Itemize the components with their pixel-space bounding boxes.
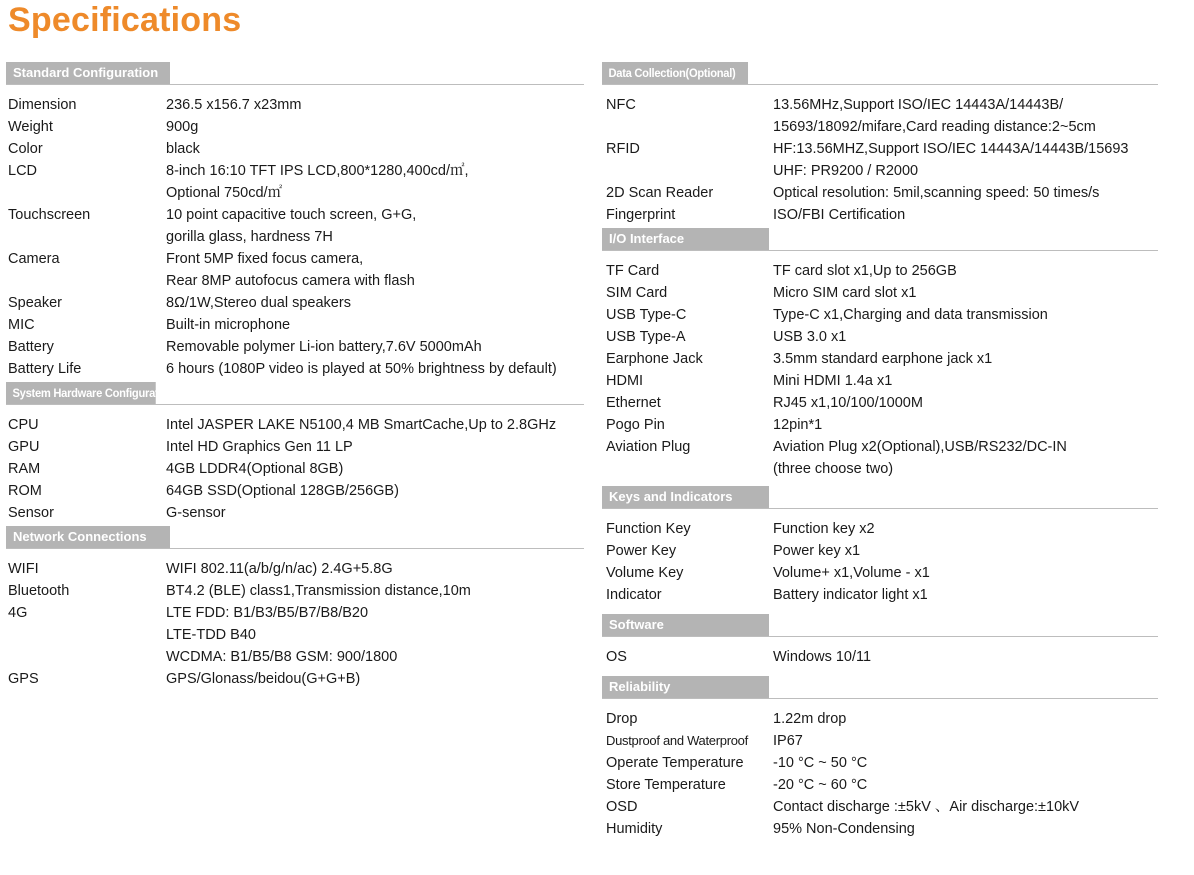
spec-value: Built-in microphone [166, 317, 291, 333]
spec-row-2d-scan-reader [602, 182, 1158, 204]
spec-values [773, 392, 1158, 414]
spec-value: 12pin*1 [773, 417, 823, 433]
spec-value: LTE-TDD B40 [166, 627, 256, 643]
spec-value: 1.22m drop [773, 711, 847, 727]
spec-row-battery-life [6, 358, 584, 380]
spec-row-indicator [602, 584, 1158, 606]
spec-row-bluetooth [6, 580, 584, 602]
spec-value: Removable polymer Li-ion battery,7.6V 5000mAh [166, 339, 482, 355]
spec-values [773, 752, 1158, 774]
spec-row-4g [6, 602, 584, 668]
spec-row-sensor [6, 502, 584, 524]
spec-value: Intel HD Graphics Gen 11 LP [166, 439, 353, 455]
spec-values [773, 260, 1158, 282]
spec-values [773, 796, 1158, 818]
spec-values [166, 160, 584, 204]
spec-value: G-sensor [166, 505, 226, 521]
section-software [602, 612, 1158, 668]
spec-value: Front 5MP fixed focus camera, [166, 251, 364, 267]
spec-value: 10 point capacitive touch screen, G+G, [166, 207, 417, 223]
spec-row-operate-temperature [602, 752, 1158, 774]
section-i-o-interface [602, 226, 1158, 480]
spec-row-gpu [6, 436, 584, 458]
spec-label: ROM [8, 483, 42, 499]
page-title: Specifications [8, 1, 242, 39]
section-header [6, 60, 584, 85]
spec-value: USB 3.0 x1 [773, 329, 847, 345]
spec-label: LCD [8, 163, 38, 179]
left-column [6, 60, 584, 690]
spec-values [773, 94, 1158, 138]
spec-values [773, 282, 1158, 304]
spec-value: ISO/FBI Certification [773, 207, 906, 223]
section-title: System Hardware Configuration [6, 382, 156, 404]
spec-label: Dustproof and Waterproof [606, 733, 748, 748]
spec-label: TF Card [606, 263, 660, 279]
spec-row-rfid [602, 138, 1158, 182]
spec-row-color [6, 138, 584, 160]
spec-row-earphone-jack [602, 348, 1158, 370]
spec-value: -10 °C ~ 50 °C [773, 755, 868, 771]
spec-label: HDMI [606, 373, 644, 389]
spec-label: GPU [8, 439, 40, 455]
spec-row-function-key [602, 518, 1158, 540]
right-column [602, 60, 1158, 840]
spec-value: 3.5mm standard earphone jack x1 [773, 351, 993, 367]
spec-row-fingerprint [602, 204, 1158, 226]
section-title: Data Collection(Optional) [602, 62, 748, 84]
spec-values [166, 558, 584, 580]
spec-values [773, 818, 1158, 840]
spec-row-nfc [602, 94, 1158, 138]
spec-value: Intel JASPER LAKE N5100,4 MB SmartCache,Up to 2.8GHz [166, 417, 557, 433]
spec-label: Store Temperature [606, 777, 726, 793]
section-header [6, 524, 584, 549]
spec-row-volume-key [602, 562, 1158, 584]
spec-row-store-temperature [602, 774, 1158, 796]
spec-label: Operate Temperature [606, 755, 744, 771]
spec-label: NFC [606, 97, 636, 113]
spec-label: Battery Life [8, 361, 82, 377]
spec-label: SIM Card [606, 285, 668, 301]
spec-row-dimension [6, 94, 584, 116]
spec-value: Power key x1 [773, 543, 861, 559]
spec-value: WCDMA: B1/B5/B8 GSM: 900/1800 [166, 649, 398, 665]
spec-row-wifi [6, 558, 584, 580]
spec-label: Ethernet [606, 395, 661, 411]
spec-value: Micro SIM card slot x1 [773, 285, 917, 301]
spec-row-ram [6, 458, 584, 480]
spec-label: USB Type-C [606, 307, 687, 323]
section-title: Reliability [602, 676, 769, 698]
section-data-collection-optional [602, 60, 1158, 226]
spec-value: 13.56MHz,Support ISO/IEC 14443A/14443B/ [773, 97, 1064, 113]
spec-values [773, 370, 1158, 392]
spec-value: Windows 10/11 [773, 649, 872, 665]
spec-values [773, 774, 1158, 796]
spec-values [166, 314, 584, 336]
spec-value: 8Ω/1W,Stereo dual speakers [166, 295, 351, 311]
spec-values [166, 458, 584, 480]
spec-value: UHF: PR9200 / R2000 [773, 163, 919, 179]
spec-value: 236.5 x156.7 x23mm [166, 97, 302, 113]
spec-values [166, 358, 584, 380]
spec-row-tf-card [602, 260, 1158, 282]
spec-label: Sensor [8, 505, 54, 521]
spec-row-ethernet [602, 392, 1158, 414]
spec-row-touchscreen [6, 204, 584, 248]
spec-values [773, 414, 1158, 436]
spec-label: Earphone Jack [606, 351, 703, 367]
spec-value: Type-C x1,Charging and data transmission [773, 307, 1048, 323]
spec-values [166, 602, 584, 668]
spec-label: RFID [606, 141, 640, 157]
section-network-connections [6, 524, 584, 690]
spec-row-humidity [602, 818, 1158, 840]
spec-value: 900g [166, 119, 199, 135]
spec-values [166, 248, 584, 292]
spec-row-camera [6, 248, 584, 292]
spec-label: Battery [8, 339, 54, 355]
section-system-hardware-configuration [6, 380, 584, 524]
spec-value: Contact discharge :±5kV 、Air discharge:±10kV [773, 799, 1080, 815]
spec-values [773, 584, 1158, 606]
spec-value: GPS/Glonass/beidou(G+G+B) [166, 671, 361, 687]
spec-values [166, 580, 584, 602]
spec-value: -20 °C ~ 60 °C [773, 777, 868, 793]
spec-row-pogo-pin [602, 414, 1158, 436]
spec-label: RAM [8, 461, 41, 477]
spec-value: BT4.2 (BLE) class1,Transmission distance,10m [166, 583, 471, 599]
section-title: Software [602, 614, 769, 636]
spec-row-aviation-plug [602, 436, 1158, 480]
spec-values [166, 292, 584, 314]
spec-label: Volume Key [606, 565, 684, 581]
section-title: Standard Configuration [6, 62, 170, 84]
section-header [602, 484, 1158, 509]
spec-label: 4G [8, 605, 28, 621]
spec-values [773, 204, 1158, 226]
section-header [6, 380, 584, 405]
spec-values [773, 518, 1158, 540]
spec-value: black [166, 141, 200, 157]
spec-row-weight [6, 116, 584, 138]
spec-values [773, 540, 1158, 562]
spec-value: HF:13.56MHZ,Support ISO/IEC 14443A/14443B/15693 [773, 141, 1129, 157]
spec-label: Power Key [606, 543, 677, 559]
spec-values [166, 94, 584, 116]
spec-row-gps [6, 668, 584, 690]
spec-label: Pogo Pin [606, 417, 665, 433]
spec-row-osd [602, 796, 1158, 818]
spec-label: USB Type-A [606, 329, 686, 345]
spec-row-usb-type-c [602, 304, 1158, 326]
spec-value: 15693/18092/mifare,Card reading distance:2~5cm [773, 119, 1096, 135]
spec-label: Bluetooth [8, 583, 70, 599]
spec-values [773, 326, 1158, 348]
spec-values [166, 204, 584, 248]
spec-row-drop [602, 708, 1158, 730]
spec-label: Camera [8, 251, 60, 267]
spec-row-speaker [6, 292, 584, 314]
spec-values [166, 336, 584, 358]
section-title: I/O Interface [602, 228, 769, 250]
spec-row-mic [6, 314, 584, 336]
spec-label: Function Key [606, 521, 691, 537]
spec-row-dustproof-and-waterproof [602, 730, 1158, 752]
spec-value: Volume+ x1,Volume - x1 [773, 565, 930, 581]
section-header [602, 674, 1158, 699]
spec-value: LTE FDD: B1/B3/B5/B7/B8/B20 [166, 605, 369, 621]
spec-label: Color [8, 141, 43, 157]
spec-label: Indicator [606, 587, 662, 603]
spec-value: 4GB LDDR4(Optional 8GB) [166, 461, 344, 477]
spec-row-battery [6, 336, 584, 358]
spec-label: Dimension [8, 97, 77, 113]
spec-values [773, 708, 1158, 730]
spec-values [773, 182, 1158, 204]
spec-value: 8-inch 16:10 TFT IPS LCD,800*1280,400cd/㎡, [166, 163, 469, 179]
spec-label: Fingerprint [606, 207, 676, 223]
section-header [602, 612, 1158, 637]
spec-value: Mini HDMI 1.4a x1 [773, 373, 893, 389]
spec-value: TF card slot x1,Up to 256GB [773, 263, 957, 279]
spec-row-os [602, 646, 1158, 668]
spec-row-lcd [6, 160, 584, 204]
spec-value: gorilla glass, hardness 7H [166, 229, 333, 245]
spec-values [166, 138, 584, 160]
spec-values [166, 502, 584, 524]
spec-value: Aviation Plug x2(Optional),USB/RS232/DC-IN [773, 439, 1067, 455]
spec-values [166, 436, 584, 458]
spec-value: Optional 750cd/㎡ [166, 185, 283, 201]
spec-row-usb-type-a [602, 326, 1158, 348]
spec-row-rom [6, 480, 584, 502]
spec-value: (three choose two) [773, 461, 894, 477]
spec-value: IP67 [773, 733, 803, 749]
spec-label: Aviation Plug [606, 439, 691, 455]
spec-values [773, 138, 1158, 182]
spec-value: Battery indicator light x1 [773, 587, 928, 603]
spec-label: GPS [8, 671, 39, 687]
spec-row-sim-card [602, 282, 1158, 304]
section-title: Network Connections [6, 526, 170, 548]
spec-label: Humidity [606, 821, 663, 837]
spec-value: 6 hours (1080P video is played at 50% brightness by default) [166, 361, 557, 377]
spec-values [773, 436, 1158, 480]
spec-label: Speaker [8, 295, 63, 311]
spec-label: Weight [8, 119, 53, 135]
spec-values [773, 730, 1158, 752]
spec-values [166, 414, 584, 436]
section-header [602, 60, 1158, 85]
spec-values [166, 668, 584, 690]
spec-label: Drop [606, 711, 638, 727]
spec-label: OSD [606, 799, 638, 815]
spec-label: 2D Scan Reader [606, 185, 714, 201]
spec-row-cpu [6, 414, 584, 436]
spec-row-power-key [602, 540, 1158, 562]
spec-label: CPU [8, 417, 39, 433]
section-keys-and-indicators [602, 484, 1158, 606]
spec-value: RJ45 x1,10/100/1000M [773, 395, 923, 411]
section-header [602, 226, 1158, 251]
spec-row-hdmi [602, 370, 1158, 392]
spec-values [773, 348, 1158, 370]
spec-value: 64GB SSD(Optional 128GB/256GB) [166, 483, 399, 499]
spec-values [773, 562, 1158, 584]
spec-values [166, 480, 584, 502]
spec-label: OS [606, 649, 627, 665]
spec-value: Rear 8MP autofocus camera with flash [166, 273, 415, 289]
section-reliability [602, 674, 1158, 840]
spec-value: WIFI 802.11(a/b/g/n/ac) 2.4G+5.8G [166, 561, 393, 577]
spec-value: 95% Non-Condensing [773, 821, 915, 837]
spec-values [166, 116, 584, 138]
section-title: Keys and Indicators [602, 486, 769, 508]
spec-label: MIC [8, 317, 35, 333]
spec-values [773, 304, 1158, 326]
spec-value: Optical resolution: 5mil,scanning speed: 50 times/s [773, 185, 1100, 201]
spec-label: Touchscreen [8, 207, 91, 223]
section-standard-configuration [6, 60, 584, 380]
spec-value: Function key x2 [773, 521, 875, 537]
spec-label: WIFI [8, 561, 39, 577]
spec-values [773, 646, 1158, 668]
